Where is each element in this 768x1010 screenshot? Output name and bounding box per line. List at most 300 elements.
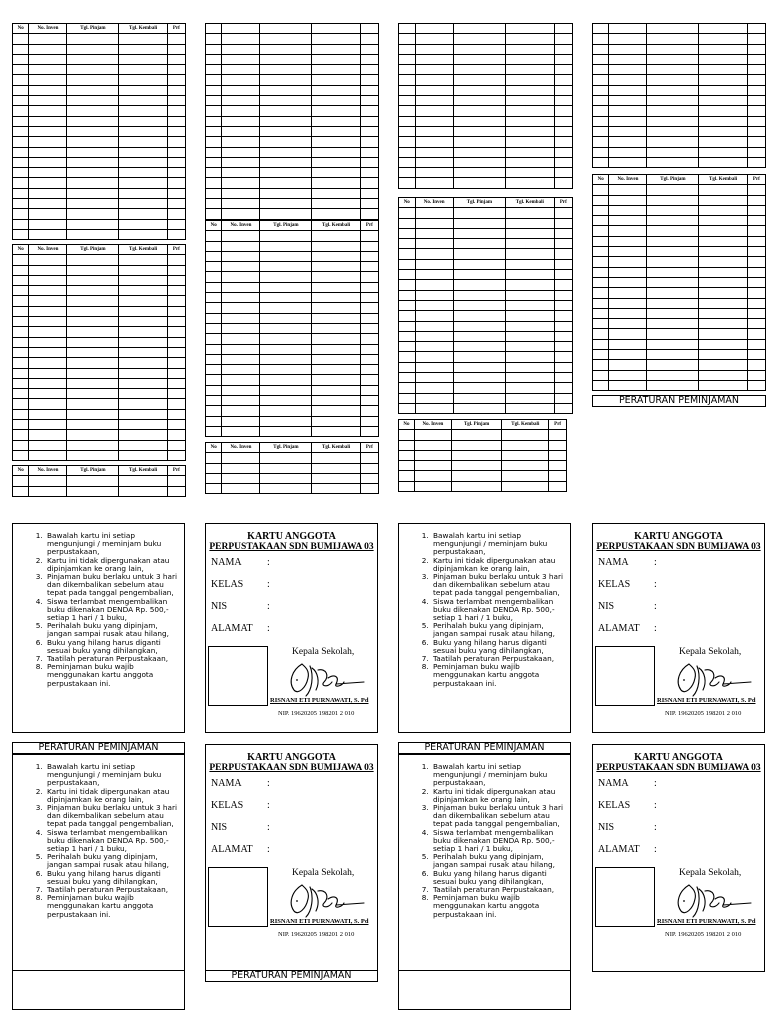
ledger-cell (453, 96, 505, 106)
ledger-cell (647, 54, 699, 64)
ledger-row (206, 241, 379, 251)
ledger-cell (453, 24, 505, 34)
ledger-row (206, 473, 379, 483)
ledger-row (593, 267, 766, 277)
ledger-cell (29, 65, 67, 75)
ledger-cell (222, 34, 260, 44)
ledger-cell (119, 65, 167, 75)
ledger-row (593, 298, 766, 308)
rule-item: 4. Siswa terlambat mengembalikan buku dikenakan DENDA Rp. 500,- setiap 1 hari / 1 buku, (45, 598, 178, 623)
ledger-cell (505, 300, 554, 310)
ledger-cell (699, 370, 747, 380)
ledger-cell (119, 85, 167, 95)
ledger-cell (119, 54, 167, 64)
ledger-cell (167, 317, 185, 327)
ledger-cell (13, 157, 29, 167)
ledger-cell (593, 298, 609, 308)
ledger-cell (206, 147, 222, 157)
ledger-cell (360, 54, 378, 64)
ledger-cell (206, 344, 222, 354)
ledger-row (593, 339, 766, 349)
ledger-cell (260, 106, 312, 116)
signer-title: Kepala Sekolah, (679, 868, 742, 878)
ledger-cell (167, 147, 185, 157)
ledger-cell (67, 106, 119, 116)
ledger-cell (206, 126, 222, 136)
ledger-cell (312, 375, 360, 385)
ledger-cell (609, 288, 647, 298)
ledger-row (399, 126, 573, 136)
ledger-row (13, 54, 186, 64)
ledger-cell (312, 65, 360, 75)
ledger-cell (360, 178, 378, 188)
ledger-cell (167, 188, 185, 198)
ledger-cell (593, 24, 609, 34)
ledger-cell (119, 440, 167, 450)
ledger-cell (119, 368, 167, 378)
ledger-column-header: No. Inven (222, 443, 260, 453)
ledger-cell (119, 168, 167, 178)
ledger-cell (29, 368, 67, 378)
ledger-cell (13, 255, 29, 265)
ledger-cell (451, 461, 501, 471)
ledger-cell (119, 34, 167, 44)
ledger-cell (29, 389, 67, 399)
rule-item: 1. Bawalah kartu ini setiap mengunjungi / meminjam buku perpustakaan, (431, 763, 564, 788)
ledger-cell (554, 34, 572, 44)
ledger-row (13, 147, 186, 157)
ledger-column-header: No (399, 198, 416, 208)
ledger-cell (67, 368, 119, 378)
ledger-row (206, 188, 379, 198)
ledger-cell (167, 430, 185, 440)
loan-ledger-col3-bottom (398, 419, 567, 492)
ledger-cell (222, 396, 260, 406)
ledger-row (13, 486, 186, 496)
ledger-cell (609, 267, 647, 277)
ledger-cell (609, 257, 647, 267)
ledger-cell (167, 54, 185, 64)
ledger-cell (747, 350, 765, 360)
ledger-cell (549, 471, 567, 481)
ledger-cell (699, 116, 747, 126)
ledger-cell (747, 339, 765, 349)
ledger-cell (206, 365, 222, 375)
ledger-cell (360, 473, 378, 483)
ledger-cell (699, 75, 747, 85)
ledger-cell (119, 296, 167, 306)
ledger-cell (505, 137, 554, 147)
ledger-cell (554, 373, 572, 383)
ledger-cell (29, 337, 67, 347)
card-field-colon: : (654, 778, 657, 789)
ledger-cell (647, 257, 699, 267)
ledger-cell (554, 280, 572, 290)
ledger-row (206, 426, 379, 436)
ledger-row (593, 308, 766, 318)
ledger-column-header: No (13, 466, 29, 476)
photo-stamp-box (595, 646, 655, 706)
ledger-cell (260, 24, 312, 34)
ledger-cell (312, 157, 360, 167)
ledger-cell (67, 85, 119, 95)
ledger-row (399, 157, 573, 167)
ledger-cell (453, 106, 505, 116)
ledger-row (13, 255, 186, 265)
ledger-cell (29, 476, 67, 486)
ledger-cell (647, 116, 699, 126)
ledger-cell (13, 368, 29, 378)
ledger-cell (747, 34, 765, 44)
ledger-cell (312, 334, 360, 344)
ledger-cell (29, 116, 67, 126)
rule-item: 2. Kartu ini tidak dipergunakan atau dipinjamkan ke orang lain, (431, 557, 564, 573)
ledger-cell (67, 409, 119, 419)
ledger-cell (505, 34, 554, 44)
ledger-cell (260, 96, 312, 106)
ledger-cell (222, 137, 260, 147)
ledger-cell (222, 178, 260, 188)
ledger-cell (415, 178, 453, 188)
card-title: KARTU ANGGOTA (247, 531, 336, 542)
ledger-cell (222, 44, 260, 54)
ledger-cell (554, 85, 572, 95)
ledger-row (13, 347, 186, 357)
ledger-cell (414, 450, 451, 460)
ledger-row (13, 199, 186, 209)
ledger-row (593, 247, 766, 257)
ledger-cell (699, 106, 747, 116)
ledger-cell (167, 178, 185, 188)
ledger-cell (609, 205, 647, 215)
ledger-cell (554, 116, 572, 126)
rule-item: 3. Pinjaman buku berlaku untuk 3 hari dan dikembalikan sebelum atau tepat pada tanggal pengembalian, (45, 573, 178, 598)
ledger-cell (119, 147, 167, 157)
ledger-row (399, 208, 573, 218)
ledger-cell (399, 440, 415, 450)
ledger-cell (119, 44, 167, 54)
ledger-cell (222, 416, 260, 426)
ledger-cell (593, 257, 609, 267)
ledger-row (593, 277, 766, 287)
ledger-cell (260, 416, 312, 426)
ledger-cell (29, 430, 67, 440)
ledger-row (399, 430, 567, 440)
ledger-cell (119, 317, 167, 327)
ledger-cell (747, 236, 765, 246)
member-card-4 (592, 744, 765, 972)
ledger-cell (13, 327, 29, 337)
ledger-cell (222, 473, 260, 483)
ledger-cell (260, 406, 312, 416)
ledger-cell (747, 360, 765, 370)
ledger-cell (29, 75, 67, 85)
ledger-row (399, 471, 567, 481)
ledger-cell (647, 308, 699, 318)
rule-item: 3. Pinjaman buku berlaku untuk 3 hari dan dikembalikan sebelum atau tepat pada tanggal pengembalian, (45, 804, 178, 829)
rule-item: 5. Perihalah buku yang dipinjam, jangan sampai rusak atau hilang, (45, 853, 178, 869)
ledger-cell (360, 396, 378, 406)
ledger-cell (206, 473, 222, 483)
ledger-cell (67, 75, 119, 85)
ledger-cell (119, 209, 167, 219)
ledger-cell (360, 416, 378, 426)
rule-item: 4. Siswa terlambat mengembalikan buku dikenakan DENDA Rp. 500,- setiap 1 hari / 1 buku, (431, 598, 564, 623)
ledger-cell (29, 486, 67, 496)
ledger-cell (222, 313, 260, 323)
ledger-cell (505, 178, 554, 188)
ledger-row (13, 450, 186, 460)
ledger-cell (415, 116, 453, 126)
ledger-cell (699, 44, 747, 54)
ledger-cell (505, 75, 554, 85)
ledger-row (593, 360, 766, 370)
ledger-cell (206, 313, 222, 323)
ledger-column-header: No. Inven (609, 175, 647, 185)
ledger-cell (312, 24, 360, 34)
ledger-row (399, 331, 573, 341)
signer-name: RISNANI ETI PURNAWATI, S. Pd (657, 918, 756, 925)
ledger-cell (453, 137, 505, 147)
ledger-cell (593, 96, 609, 106)
ledger-cell (415, 403, 453, 413)
ledger-cell (647, 247, 699, 257)
ledger-row (13, 317, 186, 327)
ledger-cell (647, 126, 699, 136)
rule-item: 6. Buku yang hilang harus diganti sesuai buku yang dihilangkan, (431, 639, 564, 655)
ledger-cell (451, 450, 501, 460)
ledger-column-header: Tgl. Pinjam (260, 443, 312, 453)
ledger-cell (453, 393, 505, 403)
ledger-cell (414, 430, 451, 440)
ledger-cell (312, 262, 360, 272)
ledger-row (13, 178, 186, 188)
ledger-cell (206, 406, 222, 416)
ledger-cell (453, 208, 505, 218)
ledger-cell (360, 106, 378, 116)
ledger-cell (453, 300, 505, 310)
ledger-row (399, 137, 573, 147)
card-field-colon: : (654, 800, 657, 811)
ledger-cell (399, 24, 416, 34)
ledger-cell (593, 106, 609, 116)
ledger-cell (609, 247, 647, 257)
card-field-colon: : (654, 844, 657, 855)
ledger-row (399, 65, 573, 75)
ledger-cell (119, 199, 167, 209)
ledger-cell (312, 44, 360, 54)
ledger-cell (593, 65, 609, 75)
ledger-cell (260, 126, 312, 136)
ledger-row (206, 199, 379, 209)
rule-item: 2. Kartu ini tidak dipergunakan atau dipinjamkan ke orang lain, (431, 788, 564, 804)
ledger-cell (167, 378, 185, 388)
ledger-cell (119, 137, 167, 147)
ledger-column-header: Tgl. Kembali (119, 466, 167, 476)
ledger-cell (13, 265, 29, 275)
ledger-cell (647, 319, 699, 329)
ledger-cell (554, 321, 572, 331)
ledger-row (206, 24, 379, 34)
ledger-cell (609, 298, 647, 308)
ledger-cell (119, 389, 167, 399)
ledger-cell (415, 168, 453, 178)
ledger-cell (206, 65, 222, 75)
ledger-cell (222, 334, 260, 344)
ledger-cell (399, 239, 416, 249)
ledger-cell (747, 147, 765, 157)
ledger-cell (260, 375, 312, 385)
ledger-cell (260, 85, 312, 95)
ledger-row (206, 272, 379, 282)
rules-list (399, 524, 570, 688)
ledger-cell (222, 354, 260, 364)
ledger-cell (747, 137, 765, 147)
ledger-cell (312, 453, 360, 463)
ledger-cell (505, 311, 554, 321)
ledger-cell (453, 321, 505, 331)
ledger-cell (13, 337, 29, 347)
rules-title-row2-col1: PERATURAN PEMINJAMAN (12, 742, 185, 754)
card-field-colon: : (267, 557, 270, 568)
ledger-cell (399, 393, 416, 403)
ledger-cell (453, 218, 505, 228)
ledger-cell (747, 308, 765, 318)
rule-item: 7. Taatilah peraturan Perpustakaan, (431, 886, 564, 894)
ledger-cell (13, 229, 29, 239)
ledger-row (13, 306, 186, 316)
ledger-header-row (206, 443, 379, 453)
ledger-row (13, 358, 186, 368)
ledger-cell (593, 157, 609, 167)
ledger-row (399, 85, 573, 95)
ledger-cell (222, 453, 260, 463)
ledger-cell (505, 85, 554, 95)
ledger-cell (505, 290, 554, 300)
ledger-cell (67, 450, 119, 460)
ledger-cell (167, 157, 185, 167)
ledger-cell (451, 471, 501, 481)
card-field-colon: : (654, 623, 657, 634)
ledger-cell (312, 178, 360, 188)
ledger-cell (119, 420, 167, 430)
ledger-cell (222, 344, 260, 354)
rule-item: 5. Perihalah buku yang dipinjam, jangan sampai rusak atau hilang, (431, 622, 564, 638)
rule-item: 1. Bawalah kartu ini setiap mengunjungi / meminjam buku perpustakaan, (45, 763, 178, 788)
ledger-cell (222, 24, 260, 34)
ledger-row (399, 34, 573, 44)
ledger-cell (167, 389, 185, 399)
ledger-cell (399, 218, 416, 228)
ledger-row (13, 440, 186, 450)
ledger-row (593, 236, 766, 246)
ledger-cell (167, 358, 185, 368)
ledger-cell (29, 296, 67, 306)
ledger-row (593, 288, 766, 298)
ledger-cell (505, 373, 554, 383)
ledger-cell (312, 106, 360, 116)
loan-ledger-col1-middle (12, 244, 186, 461)
ledger-cell (505, 208, 554, 218)
ledger-cell (260, 168, 312, 178)
rule-item: 6. Buku yang hilang harus diganti sesuai buku yang dihilangkan, (431, 870, 564, 886)
ledger-row (593, 185, 766, 195)
ledger-cell (415, 321, 453, 331)
ledger-cell (699, 236, 747, 246)
ledger-cell (699, 54, 747, 64)
ledger-cell (549, 481, 567, 491)
ledger-cell (260, 282, 312, 292)
signature-icon (284, 881, 366, 919)
ledger-row (206, 453, 379, 463)
ledger-cell (222, 323, 260, 333)
ledger-cell (67, 147, 119, 157)
ledger-cell (415, 44, 453, 54)
ledger-cell (119, 106, 167, 116)
ledger-cell (609, 226, 647, 236)
ledger-cell (609, 308, 647, 318)
rules-panel-bottom-strip (12, 970, 185, 1010)
rule-item: 3. Pinjaman buku berlaku untuk 3 hari dan dikembalikan sebelum atau tepat pada tanggal pengembalian, (431, 573, 564, 598)
ledger-cell (609, 236, 647, 246)
ledger-cell (415, 373, 453, 383)
card-field-colon: : (267, 601, 270, 612)
ledger-cell (453, 228, 505, 238)
ledger-cell (260, 272, 312, 282)
ledger-cell (206, 241, 222, 251)
ledger-cell (167, 85, 185, 95)
card-title: KARTU ANGGOTA (247, 752, 336, 763)
ledger-cell (399, 311, 416, 321)
ledger-row (593, 205, 766, 215)
ledger-column-header: Prf (167, 245, 185, 255)
card-subtitle: PERPUSTAKAAN SDN BUMIJAWA 03 (209, 763, 374, 773)
ledger-cell (415, 249, 453, 259)
ledger-cell (312, 188, 360, 198)
ledger-row (399, 300, 573, 310)
ledger-row (593, 329, 766, 339)
ledger-cell (593, 195, 609, 205)
ledger-row (13, 275, 186, 285)
ledger-cell (67, 34, 119, 44)
ledger-cell (505, 157, 554, 167)
ledger-cell (747, 85, 765, 95)
ledger-cell (609, 216, 647, 226)
ledger-cell (593, 308, 609, 318)
ledger-row (13, 34, 186, 44)
ledger-cell (13, 106, 29, 116)
ledger-cell (415, 106, 453, 116)
card-field-label: NAMA (598, 778, 629, 789)
ledger-row (399, 96, 573, 106)
ledger-cell (593, 288, 609, 298)
ledger-cell (67, 65, 119, 75)
ledger-column-header: No (13, 24, 29, 34)
ledger-cell (13, 34, 29, 44)
ledger-cell (414, 440, 451, 450)
ledger-cell (747, 106, 765, 116)
ledger-cell (29, 420, 67, 430)
ledger-cell (399, 290, 416, 300)
ledger-column-header: Tgl. Kembali (119, 245, 167, 255)
card-subtitle: PERPUSTAKAAN SDN BUMIJAWA 03 (209, 542, 374, 552)
ledger-column-header: Prf (554, 198, 572, 208)
ledger-cell (29, 137, 67, 147)
ledger-row (206, 323, 379, 333)
ledger-cell (29, 168, 67, 178)
ledger-cell (415, 331, 453, 341)
ledger-cell (554, 178, 572, 188)
